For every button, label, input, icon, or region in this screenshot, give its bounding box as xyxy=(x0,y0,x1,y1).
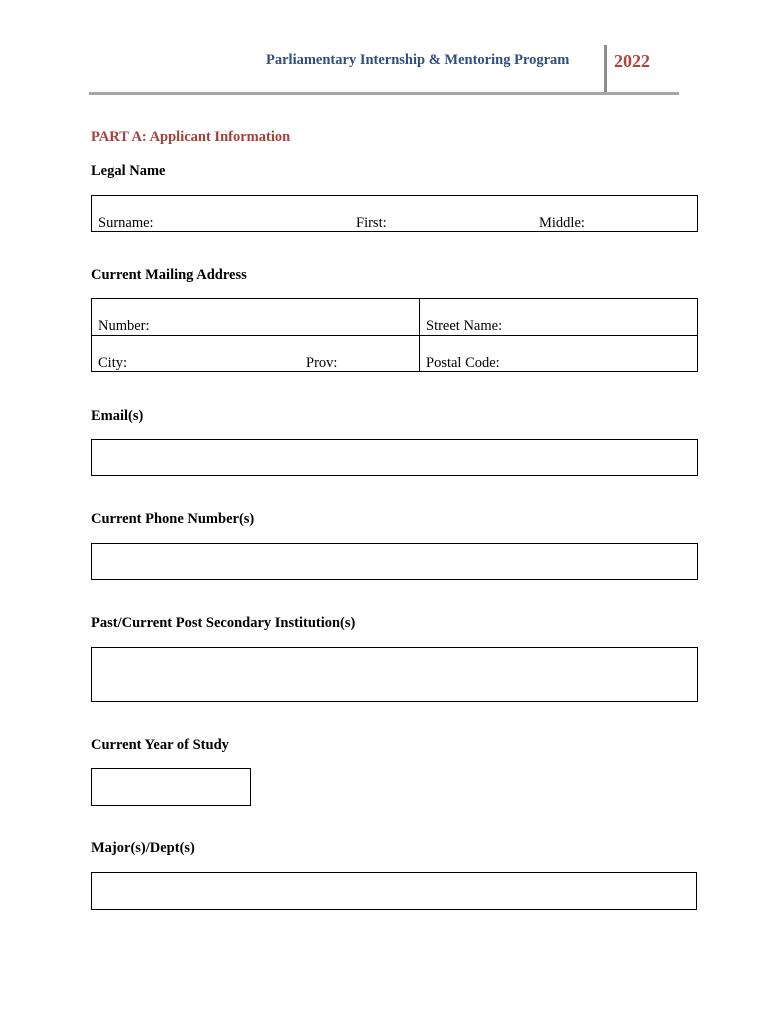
address-row-divider xyxy=(92,335,697,336)
mailing-address-box xyxy=(91,298,698,372)
header-separator xyxy=(604,45,607,93)
major-field[interactable] xyxy=(91,872,697,910)
number-label: Number: xyxy=(98,318,150,334)
email-label: Email(s) xyxy=(91,408,144,424)
major-label: Major(s)/Dept(s) xyxy=(91,840,195,856)
institution-label: Past/Current Post Secondary Institution(s) xyxy=(91,615,356,631)
legal-name-label: Legal Name xyxy=(91,163,166,179)
province-label: Prov: xyxy=(306,355,338,371)
surname-label: Surname: xyxy=(98,215,154,231)
legal-name-box[interactable] xyxy=(91,195,698,232)
street-name-label: Street Name: xyxy=(426,318,503,334)
program-title: Parliamentary Internship & Mentoring Program xyxy=(266,52,570,68)
year-of-study-field[interactable] xyxy=(91,768,251,806)
phone-field[interactable] xyxy=(91,543,698,580)
mailing-address-label: Current Mailing Address xyxy=(91,267,247,283)
institution-field[interactable] xyxy=(91,647,698,702)
postal-code-label: Postal Code: xyxy=(426,355,500,371)
phone-label: Current Phone Number(s) xyxy=(91,511,255,527)
email-field[interactable] xyxy=(91,439,698,476)
header-rule xyxy=(89,92,679,95)
program-year: 2022 xyxy=(614,51,650,71)
address-column-divider xyxy=(419,299,420,371)
middle-name-label: Middle: xyxy=(539,215,585,231)
part-title: PART A: Applicant Information xyxy=(91,129,291,145)
first-name-label: First: xyxy=(356,215,387,231)
year-of-study-label: Current Year of Study xyxy=(91,737,229,753)
city-label: City: xyxy=(98,355,128,371)
